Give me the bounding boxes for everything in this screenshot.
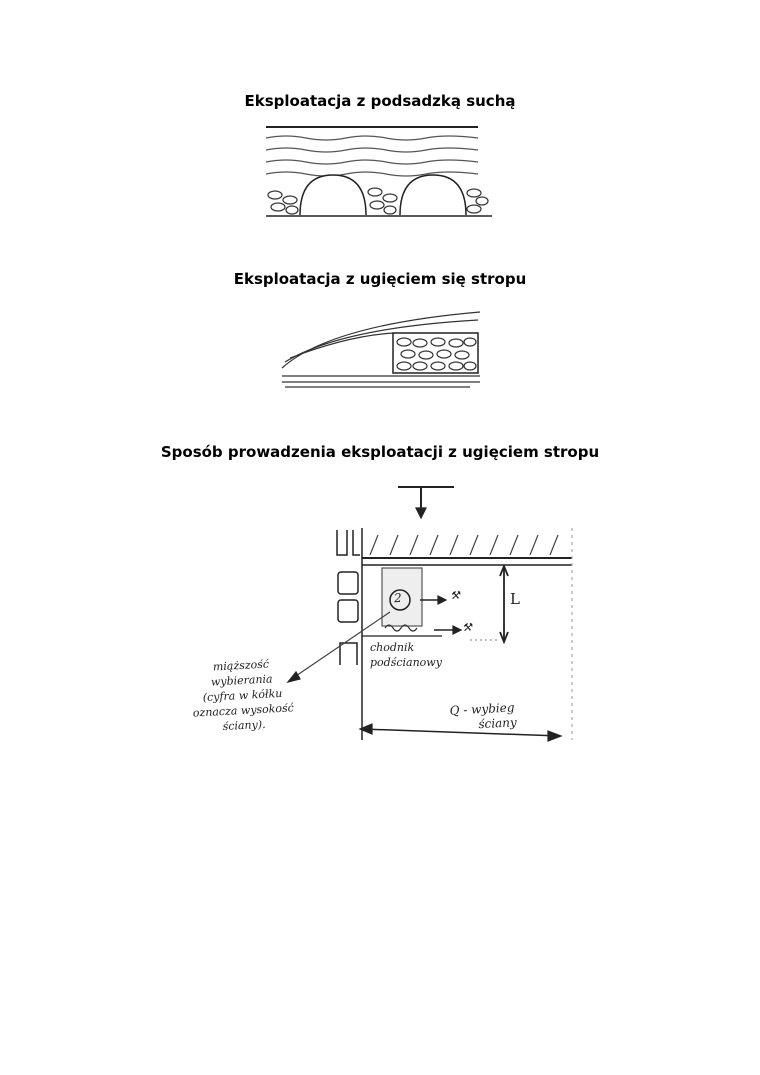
sketch-dry-backfill [266,127,492,216]
note-line: wybierania [210,672,273,689]
gallery-label [370,640,442,670]
wybieg-line: Q - wybieg [449,700,515,718]
note-line: (cyfra w kółku [202,686,283,705]
gallery-line: chodnik [370,641,415,654]
sketch-method [288,487,572,741]
note-line: miąższość [212,657,270,674]
circle-number: 2 [393,590,402,606]
sketch-roof-deflection [282,312,480,387]
title-method: Sposób prowadzenia eksploatacji z ugięciem stropu [160,443,600,461]
note-line: oznacza wysokość [192,701,295,720]
pick-icon-2: ⚒ [461,620,473,635]
thickness-note [190,655,295,735]
wybieg-label [449,700,517,733]
title-roof-deflection: Eksploatacja z ugięciem się stropu [233,270,527,288]
title-dry-backfill: Eksploatacja z podsadzką suchą [244,92,516,110]
height-label: L [510,590,520,608]
wybieg-line: ściany [478,715,518,732]
gallery-line: podścianowy [370,656,442,669]
note-line: ściany). [222,717,266,734]
pick-icon: ⚒ [449,588,461,603]
